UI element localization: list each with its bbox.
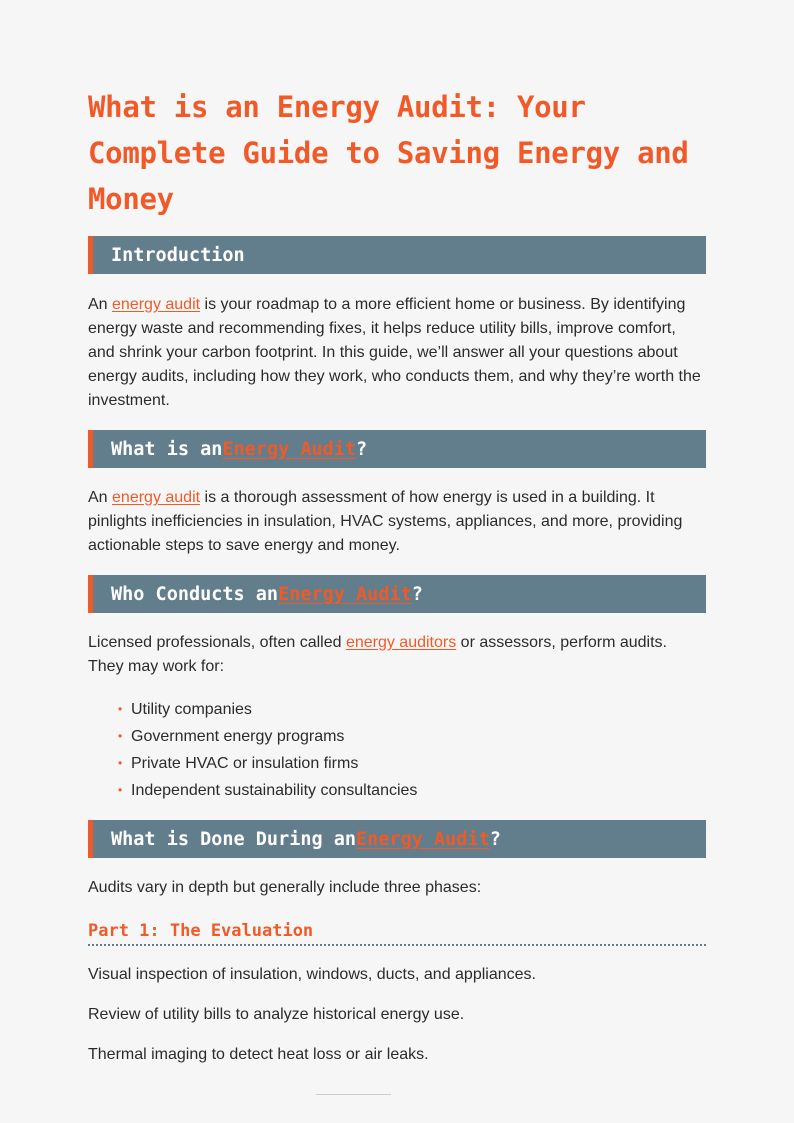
who-text-suffix: or assessors, perform audits. They may work for: (88, 634, 667, 675)
bullet-dot-icon: • (118, 729, 123, 743)
section-heading-text: What is an (111, 438, 223, 460)
part-1-heading: Part 1: The Evaluation (88, 919, 706, 946)
intro-text-prefix: An (88, 296, 113, 313)
evaluation-item: Thermal imaging to detect heat loss or air leaks. (88, 1046, 429, 1063)
section-heading-introduction (88, 236, 706, 274)
intro-text-suffix: is your roadmap to a more efficient home or business. By identifying energy waste and recommending fixes, it helps reduce utility bills, improve comfort, and shrink your carbon footprint. In this guide, we’ll answer all your questions about energy audits, including how they work, who conducts them, and why they’re worth the investment. (88, 296, 701, 409)
evaluation-item: Visual inspection of insulation, windows, ducts, and appliances. (88, 966, 536, 983)
energy-audit-link[interactable]: energy audit (112, 296, 201, 313)
done-paragraph: Audits vary in depth but generally include three phases: (88, 879, 482, 896)
energy-audit-heading-link[interactable]: Energy Audit (222, 438, 357, 460)
section-heading-text: What is Done During an (111, 828, 357, 850)
list-item (118, 696, 706, 723)
who-paragraph (88, 631, 706, 679)
list-item (118, 777, 706, 804)
section-heading-suffix: ? (411, 583, 423, 605)
page-title: What is an Energy Audit: Your Complete Guide to Saving Energy and Money (88, 90, 689, 216)
bullet-dot-icon: • (118, 756, 123, 770)
list-item-text: Utility companies (131, 701, 252, 718)
what-text-prefix: An (88, 489, 113, 506)
list-item-text: Private HVAC or insulation firms (131, 755, 359, 772)
who-text-prefix: Licensed professionals, often called (88, 634, 346, 651)
section-heading-who-conducts (88, 575, 706, 613)
section-heading-suffix: ? (356, 438, 368, 460)
list-item-text: Government energy programs (131, 728, 345, 745)
list-item (118, 750, 706, 777)
energy-audit-heading-link[interactable]: Energy Audit (278, 583, 412, 605)
bullet-dot-icon: • (118, 783, 123, 797)
section-heading-suffix: ? (489, 828, 501, 850)
section-heading-text: Who Conducts an (111, 583, 279, 605)
employer-list (118, 696, 706, 804)
evaluation-item: Review of utility bills to analyze historical energy use. (88, 1006, 465, 1023)
bullet-dot-icon: • (118, 702, 123, 716)
energy-audit-heading-link[interactable]: Energy Audit (356, 828, 490, 850)
what-paragraph (88, 486, 706, 558)
section-heading-text: Introduction (111, 244, 245, 266)
footer-divider (316, 1094, 391, 1095)
what-text-suffix: is a thorough assessment of how energy is used in a building. It pinlights inefficiencies in insulation, HVAC systems, appliances, and more, providing actionable steps to save energy and money. (88, 489, 683, 554)
list-item (118, 723, 706, 750)
list-item-text: Independent sustainability consultancies (131, 782, 418, 799)
energy-auditors-link[interactable]: energy auditors (345, 634, 457, 651)
section-heading-what-is (88, 430, 706, 468)
intro-paragraph (88, 293, 706, 413)
energy-audit-link[interactable]: energy audit (112, 489, 201, 506)
section-heading-what-is-done (88, 820, 706, 858)
